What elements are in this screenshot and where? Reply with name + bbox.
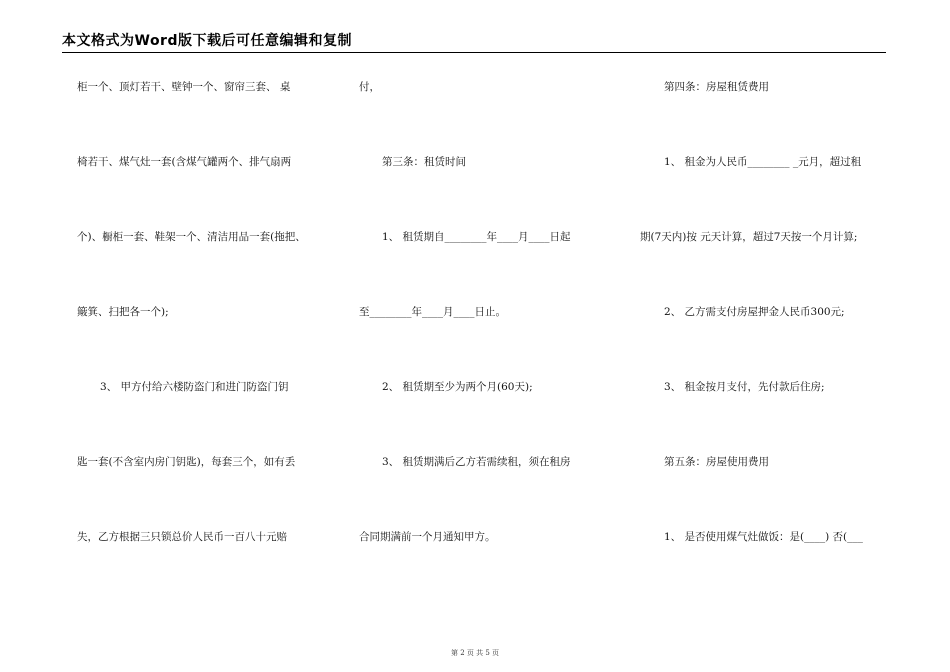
col1-line-7: 失，乙方根据三只锁总价人民币一百八十元赔	[77, 531, 287, 543]
col1-line-5: 3、 甲方付给六楼防盗门和进门防盗门钥	[100, 381, 289, 393]
page-number: 第 2 页 共 5 页	[450, 649, 500, 657]
col2-line-7: 合同期满前一个月通知甲方。	[359, 531, 496, 543]
col2-line-2: 第三条：租赁时间	[382, 156, 466, 168]
col2-line-1: 付，	[359, 81, 380, 93]
col2-line-5: 2、 租赁期至少为两个月(60天);	[382, 381, 533, 393]
col2-line-4: 至________年____月____日止。	[359, 306, 506, 318]
col1-line-6: 匙一套(不含室内房门钥匙)，每套三个，如有丢	[77, 456, 296, 468]
col3-line-5: 3、 租金按月支付，先付款后住房;	[664, 381, 825, 393]
header-divider	[62, 52, 886, 53]
col3-line-4: 2、 乙方需支付房屋押金人民币300元;	[664, 306, 845, 318]
col1-line-4: 簸箕、扫把各一个);	[77, 306, 169, 318]
col2-line-3: 1、 租赁期自________年____月____日起	[382, 231, 571, 243]
col3-line-6: 第五条：房屋使用费用	[664, 456, 769, 468]
col3-line-7: 1、 是否使用煤气灶做饭：是(____) 否(___	[664, 531, 863, 543]
col1-line-2: 椅若干、煤气灶一套(含煤气罐两个、排气扇两	[77, 156, 292, 168]
col1-line-3: 个)、橱柜一套、鞋架一个、清洁用品一套(拖把、	[77, 231, 306, 243]
col1-line-1: 柜一个、顶灯若干、壁钟一个、窗帘三套、 桌	[77, 81, 291, 93]
document-header-title: 本文格式为Word版下载后可任意编辑和复制	[62, 33, 352, 49]
col2-line-6: 3、 租赁期满后乙方若需续租，须在租房	[382, 456, 571, 468]
col3-line-2: 1、 租金为人民币________ _元月，超过租	[664, 156, 862, 168]
col3-line-1: 第四条：房屋租赁费用	[664, 81, 769, 93]
col3-line-3: 期(7天内)按 元天计算，超过7天按一个月计算;	[640, 231, 858, 243]
